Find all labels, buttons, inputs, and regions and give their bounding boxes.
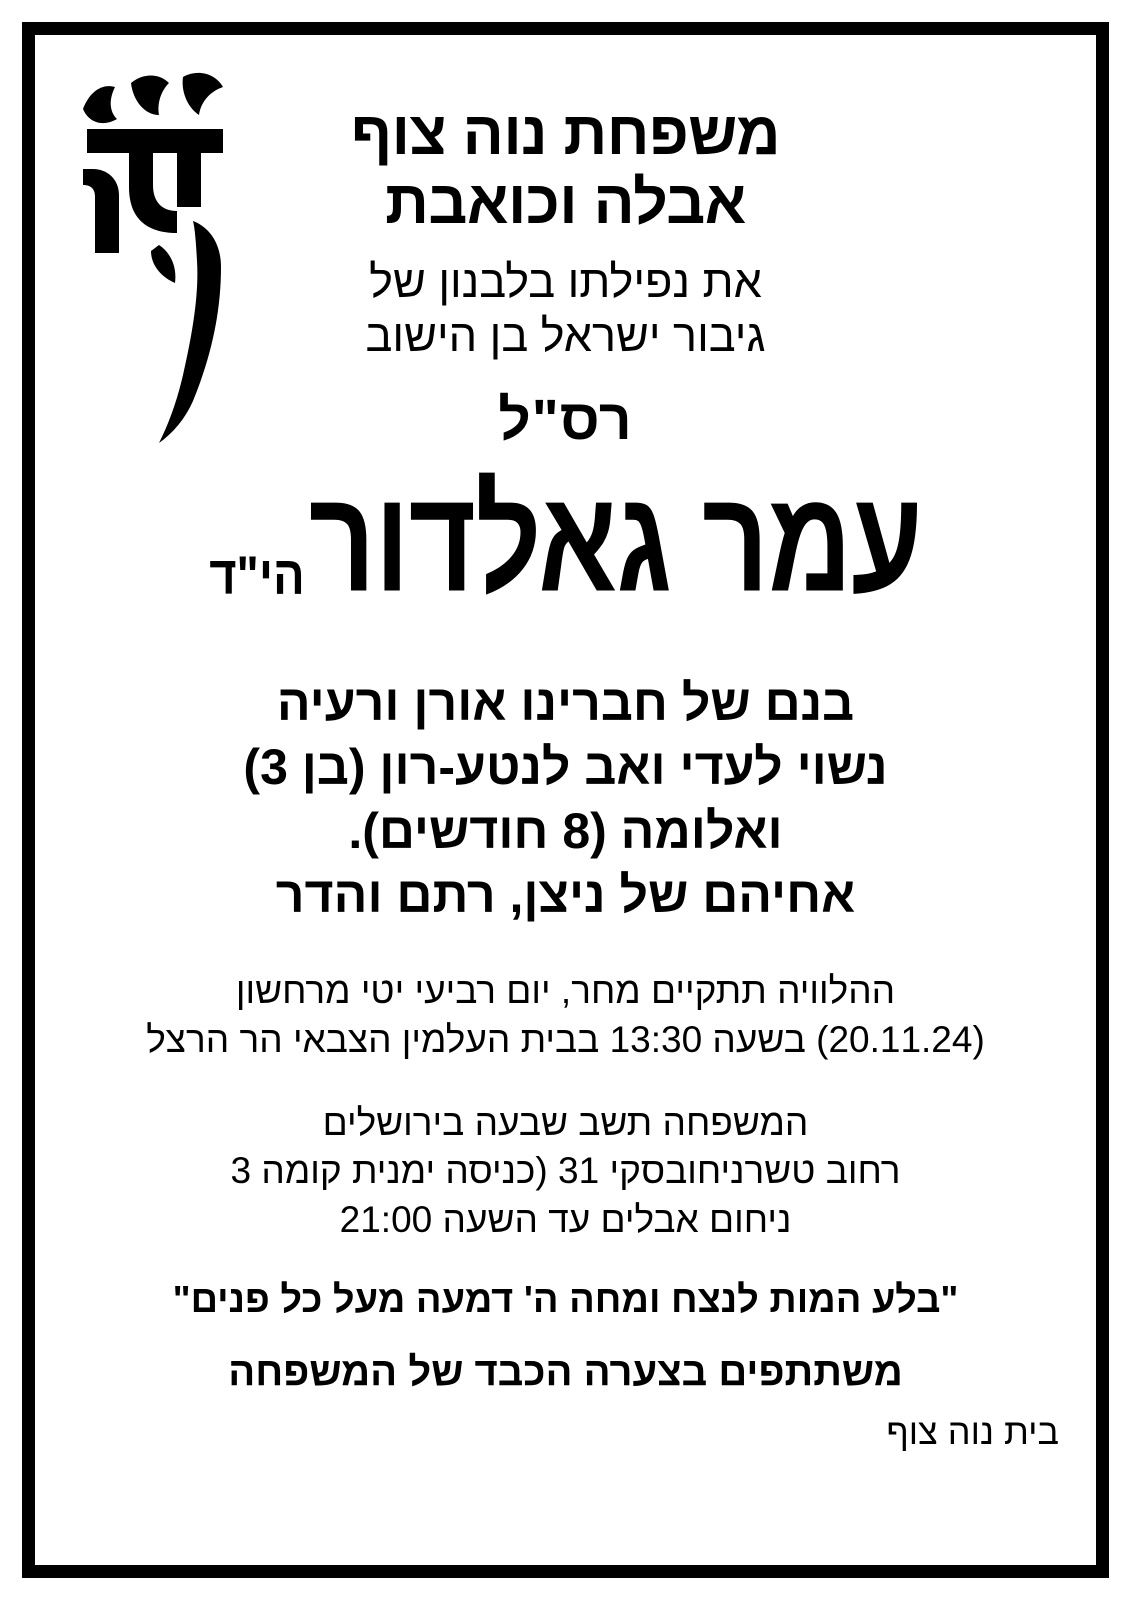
family-line-2: נשוי לעדי ואב לנטע-רון (בן 3) — [243, 738, 888, 795]
deceased-name-row — [69, 459, 1062, 622]
subtitle-line-2: גיבור ישראל בן הישוב — [365, 309, 766, 361]
signature: בית נוה צוף — [886, 1410, 1059, 1452]
poster-frame — [22, 22, 1109, 1578]
shiva-details — [69, 1099, 1062, 1245]
scripture-verse: "בלע המות לנצח ומחה ה' דמעה מעל כל פנים" — [172, 1278, 959, 1321]
deceased-name: עמר גאלדור — [308, 459, 922, 622]
funeral-line-2: (20.11.24) בשעה 13:30 בבית העלמין הצבאי הר הרצל — [146, 1018, 985, 1060]
family-line-1: בנם של חברינו אורן ורעיה — [276, 674, 855, 731]
shiva-line-3: ניחום אבלים עד השעה 21:00 — [339, 1199, 792, 1241]
funeral-line-1: ההלוויה תתקיים מחר, יום רביעי יטי מרחשון — [235, 969, 896, 1011]
subtitle — [69, 255, 1062, 363]
funeral-details — [69, 967, 1062, 1065]
honorific-hyd: הי"ד — [209, 543, 305, 605]
military-rank: רס"ל — [498, 387, 633, 452]
headline-line-2: אבלה וכואבת — [385, 167, 746, 236]
shiva-line-2: רחוב טשרניחובסקי 31 (כניסה ימנית קומה 3 — [230, 1150, 901, 1192]
headline-line-1: משפחת נוה צוף — [350, 99, 781, 167]
family-description — [69, 671, 1062, 927]
family-line-4: אחיהם של ניצן, רתם והדר — [275, 866, 856, 923]
condolence-line: משתתפים בצערה הכבד של המשפחה — [228, 1349, 903, 1394]
page-title — [69, 99, 1062, 237]
shiva-line-1: המשפחה תשב שבעה בירושלים — [322, 1101, 809, 1143]
family-line-3: ואלומה (8 חודשים). — [348, 802, 783, 859]
subtitle-line-1: את נפילתו בלבנון של — [369, 255, 762, 307]
